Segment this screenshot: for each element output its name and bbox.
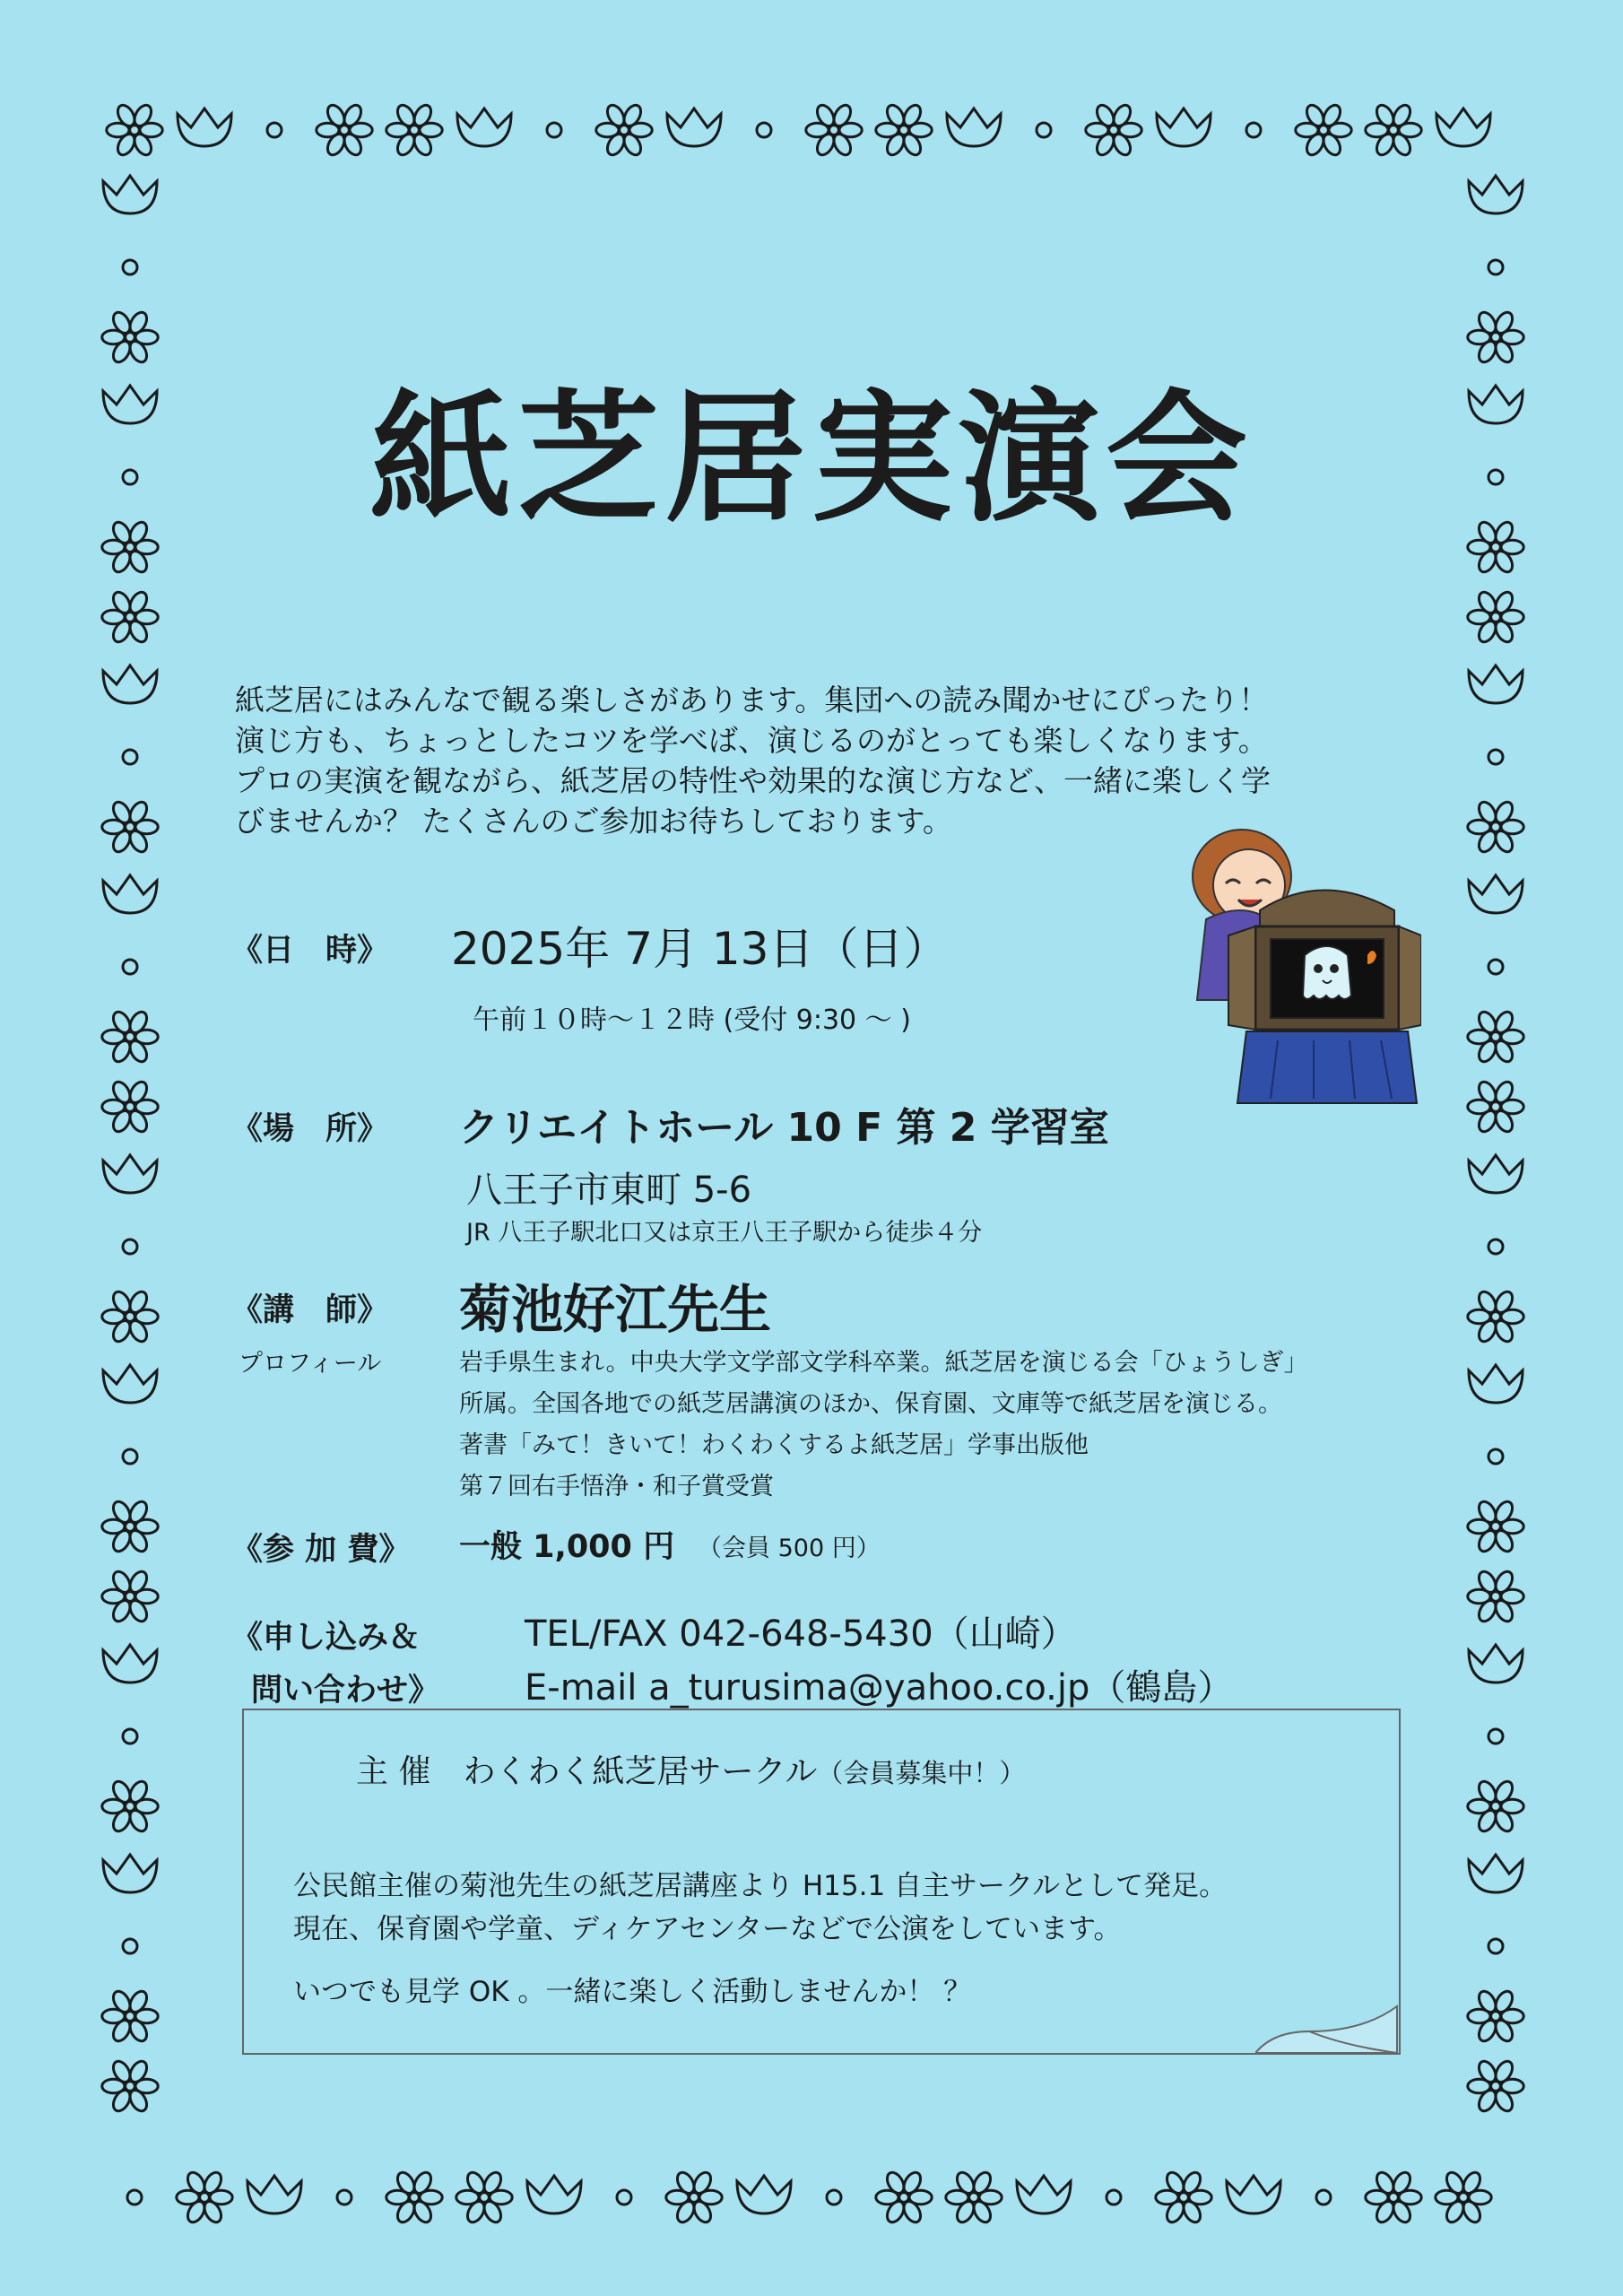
intro-line: 演じ方も、ちょっとしたコツを学べば、演じるのがとっても楽しくなります。 — [235, 723, 1268, 758]
flower-icon — [177, 2170, 232, 2225]
dot-icon — [123, 260, 137, 274]
profile-text — [459, 1343, 1308, 1508]
profile-line: 著書「みて！きいて！わくわくするよ紙芝居」学事出版他 — [459, 1431, 1089, 1459]
tulip-icon — [178, 109, 231, 146]
kamishibai-illustration — [1170, 821, 1421, 1108]
flower-icon — [1296, 102, 1351, 158]
profile-line: 所属。全国各地での紙芝居講演のほか、保育園、文庫等で紙芝居を演じる。 — [459, 1390, 1282, 1418]
tulip-icon — [1469, 1645, 1523, 1683]
date-value: 2025年 7月 13日（日） — [451, 923, 949, 975]
page-title: 紙芝居実演会 — [370, 376, 1253, 542]
flower-icon — [1366, 2170, 1421, 2225]
flower-icon — [456, 2170, 512, 2225]
fee-note: （会員 500 円） — [698, 1535, 881, 1562]
dot-icon — [1488, 1729, 1503, 1744]
tulip-icon — [103, 176, 157, 213]
flower-icon — [1468, 589, 1523, 645]
tulip-icon — [667, 109, 721, 146]
flower-icon — [102, 309, 158, 365]
fee-label: 《参 加 費》 — [231, 1532, 411, 1568]
dot-icon — [123, 470, 137, 484]
tulip-icon — [947, 109, 1001, 146]
profile-line: 第７回右手悟浄・和子賞受賞 — [459, 1473, 774, 1500]
flower-icon — [1468, 1289, 1523, 1344]
dot-icon — [1488, 1449, 1503, 1464]
dot-icon — [123, 960, 137, 974]
tulip-icon — [103, 1365, 157, 1403]
tulip-icon — [1227, 2176, 1280, 2213]
tulip-icon — [1469, 386, 1523, 423]
tulip-icon — [1469, 1365, 1523, 1403]
dot-icon — [1246, 123, 1261, 137]
tulip-icon — [103, 1155, 157, 1193]
date-label: 《日 時》 — [231, 933, 389, 969]
dot-icon — [1316, 2190, 1331, 2205]
organizer-line: いつでも見学 OK 。一緒に楽しく活動しませんか！ ？ — [293, 1976, 972, 2008]
flower-icon — [107, 102, 162, 158]
lecturer-name: 菊池好江先生 — [459, 1279, 772, 1340]
tulip-icon — [103, 1855, 157, 1892]
flower-icon — [102, 519, 158, 575]
dot-icon — [1488, 260, 1503, 274]
tulip-icon — [103, 665, 157, 703]
tulip-icon — [1017, 2176, 1071, 2213]
tulip-icon — [1469, 1155, 1523, 1193]
flower-icon — [102, 2058, 158, 2114]
intro-line: びませんか？ たくさんのご参加お待ちしております。 — [235, 804, 952, 839]
tulip-icon — [247, 2176, 301, 2213]
dot-icon — [123, 1239, 137, 1254]
flower-icon — [1468, 1779, 1523, 1834]
contact-label-line1: 《申し込み＆ — [231, 1620, 421, 1656]
tulip-icon — [103, 1645, 157, 1683]
contact-label-line2: 問い合わせ》 — [251, 1673, 440, 1709]
flower-icon — [102, 1009, 158, 1065]
dot-icon — [1488, 750, 1503, 764]
tulip-icon — [1469, 665, 1523, 703]
dot-icon — [123, 1939, 137, 1953]
dot-icon — [617, 2190, 631, 2205]
dot-icon — [123, 1449, 137, 1464]
tulip-icon — [737, 2176, 791, 2213]
organizer-box — [242, 1709, 1401, 2055]
venue-name: クリエイトホール 10 F 第 2 学習室 — [459, 1105, 1109, 1151]
flower-icon — [102, 1988, 158, 2044]
intro-text — [235, 680, 1401, 841]
dot-icon — [1488, 1239, 1503, 1254]
flower-icon — [386, 2170, 442, 2225]
flower-icon — [1468, 1079, 1523, 1135]
tulip-icon — [1157, 109, 1211, 146]
flower-icon — [102, 1079, 158, 1135]
organizer-line: 公民館主催の菊池先生の紙芝居講座より H15.1 自主サークルとして発足。 — [293, 1870, 1228, 1902]
flower-icon — [596, 102, 652, 158]
flower-icon — [102, 1499, 158, 1554]
dot-icon — [267, 123, 282, 137]
page-curl-icon — [1255, 2005, 1399, 2055]
tulip-icon — [1469, 1855, 1523, 1892]
flower-icon — [386, 102, 442, 158]
dot-icon — [127, 2190, 142, 2205]
dot-icon — [1037, 123, 1051, 137]
organizer-label: 主 催 わくわく紙芝居サークル — [356, 1753, 818, 1790]
flower-icon — [806, 102, 862, 158]
tulip-icon — [1436, 109, 1490, 146]
flower-icon — [317, 102, 372, 158]
lecturer-label: 《講 師》 — [231, 1292, 389, 1328]
tulip-icon — [527, 2176, 581, 2213]
flower-icon — [102, 1779, 158, 1834]
flower-icon — [1156, 2170, 1211, 2225]
flower-icon — [1468, 309, 1523, 365]
flower-icon — [102, 589, 158, 645]
flower-icon — [102, 799, 158, 855]
tulip-icon — [103, 875, 157, 913]
dot-icon — [123, 1729, 137, 1744]
organizer-line: 現在、保育園や学童、ディケアセンターなどで公演をしています。 — [293, 1913, 1122, 1945]
tulip-icon — [1469, 176, 1523, 213]
intro-line: 紙芝居にはみんなで観る楽しさがあります。集団への読み聞かせにぴったり！ — [235, 683, 1269, 718]
flower-icon — [1366, 102, 1421, 158]
place-label: 《場 所》 — [231, 1111, 389, 1147]
profile-line: 岩手県生まれ。中央大学文学部文学科卒業。紙芝居を演じる会「ひょうしぎ」 — [459, 1349, 1308, 1377]
flower-icon — [102, 1289, 158, 1344]
dot-icon — [757, 123, 771, 137]
flower-icon — [1468, 1988, 1523, 2044]
flower-icon — [666, 2170, 722, 2225]
flower-icon — [1468, 1569, 1523, 1624]
dot-icon — [1488, 470, 1503, 484]
flower-icon — [1468, 1009, 1523, 1065]
flower-icon — [1468, 519, 1523, 575]
flower-icon — [1468, 2058, 1523, 2114]
dot-icon — [1488, 1939, 1503, 1953]
flower-icon — [1086, 102, 1141, 158]
organizer-title — [356, 1746, 1025, 1792]
flower-icon — [102, 1569, 158, 1624]
dot-icon — [123, 750, 137, 764]
flower-icon — [876, 102, 932, 158]
intro-line: プロの実演を観ながら、紙芝居の特性や効果的な演じ方など、一緒に楽しく学 — [235, 763, 1271, 798]
dot-icon — [547, 123, 561, 137]
tulip-icon — [457, 109, 511, 146]
flower-icon — [876, 2170, 932, 2225]
time-value: 午前１０時～１２時 (受付 9:30 ～ ) — [473, 1004, 911, 1036]
organizer-note: （会員募集中！） — [817, 1758, 1026, 1788]
dot-icon — [1488, 960, 1503, 974]
dot-icon — [1107, 2190, 1121, 2205]
profile-label: プロフィール — [239, 1350, 382, 1378]
flower-icon — [1468, 799, 1523, 855]
fee-value: 一般 1,000 円 — [459, 1529, 675, 1565]
flower-icon — [1436, 2170, 1491, 2225]
contact-email: E-mail a_turusima@yahoo.co.jp（鶴島） — [525, 1667, 1234, 1709]
venue-access: JR 八王子駅北口又は京王八王子駅から徒歩４分 — [466, 1219, 983, 1247]
dot-icon — [827, 2190, 841, 2205]
flower-icon — [1468, 1499, 1523, 1554]
flower-icon — [946, 2170, 1002, 2225]
venue-address: 八王子市東町 5-6 — [466, 1170, 752, 1211]
contact-tel: TEL/FAX 042-648-5430（山崎） — [525, 1613, 1077, 1655]
dot-icon — [337, 2190, 352, 2205]
tulip-icon — [103, 386, 157, 423]
tulip-icon — [1469, 875, 1523, 913]
